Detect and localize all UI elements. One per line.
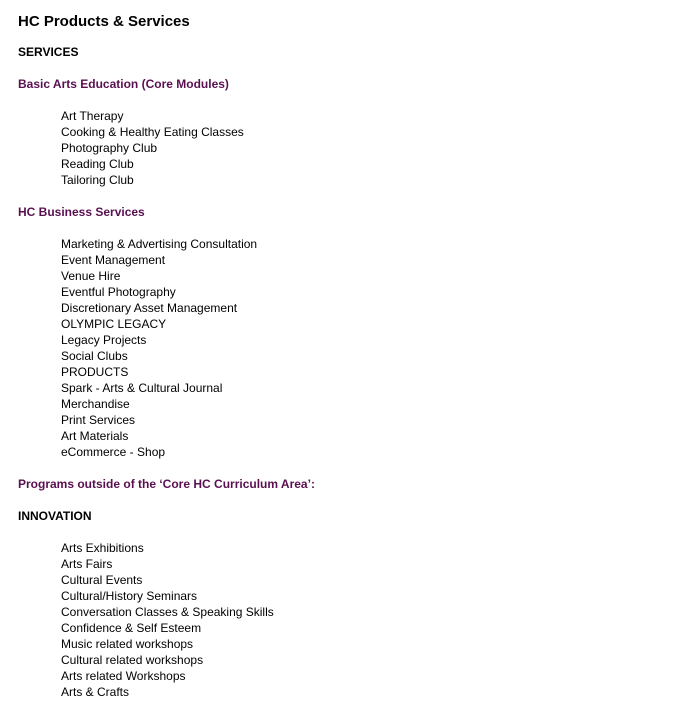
list-item: Print Services (61, 413, 136, 427)
list-item: Art Materials (61, 429, 129, 443)
list-item: Cultural/History Seminars (61, 589, 198, 603)
business-services-list (18, 236, 668, 460)
business-services-heading: HC Business Services (18, 205, 145, 219)
list-item: Social Clubs (61, 349, 128, 363)
list-item: Photography Club (61, 141, 158, 155)
list-item: Reading Club (61, 157, 134, 171)
page-title: HC Products & Services (18, 13, 190, 30)
services-heading: SERVICES (18, 45, 79, 59)
list-item: Art Therapy (61, 109, 124, 123)
list-item: Event Management (61, 253, 166, 267)
list-item: Arts Exhibitions (61, 541, 144, 555)
list-item: Music related workshops (61, 637, 194, 651)
list-item: Eventful Photography (61, 285, 176, 299)
outside-curriculum-heading: Programs outside of the ‘Core HC Curriculum Area’: (18, 477, 315, 491)
innovation-heading: INNOVATION (18, 509, 92, 523)
list-item: Conversation Classes & Speaking Skills (61, 605, 274, 619)
list-item: Merchandise (61, 397, 130, 411)
list-item: Arts related Workshops (61, 669, 186, 683)
list-item: Cooking & Healthy Eating Classes (61, 125, 244, 139)
list-item: Legacy Projects (61, 333, 147, 347)
list-item: Venue Hire (61, 269, 121, 283)
list-item: Cultural Events (61, 573, 143, 587)
list-item: eCommerce - Shop (61, 445, 166, 459)
list-item: Tailoring Club (61, 173, 134, 187)
basic-arts-list (18, 108, 668, 188)
document-body (18, 12, 668, 700)
list-item: OLYMPIC LEGACY (61, 317, 167, 331)
basic-arts-heading: Basic Arts Education (Core Modules) (18, 77, 229, 91)
innovation-list (18, 540, 668, 700)
list-item: Discretionary Asset Management (61, 301, 238, 315)
list-item: Arts Fairs (61, 557, 113, 571)
list-item: Marketing & Advertising Consultation (61, 237, 258, 251)
list-item: Spark - Arts & Cultural Journal (61, 381, 223, 395)
list-item: Cultural related workshops (61, 653, 204, 667)
list-item: Arts & Crafts (61, 685, 130, 699)
list-item: Confidence & Self Esteem (61, 621, 202, 635)
list-item: PRODUCTS (61, 365, 129, 379)
